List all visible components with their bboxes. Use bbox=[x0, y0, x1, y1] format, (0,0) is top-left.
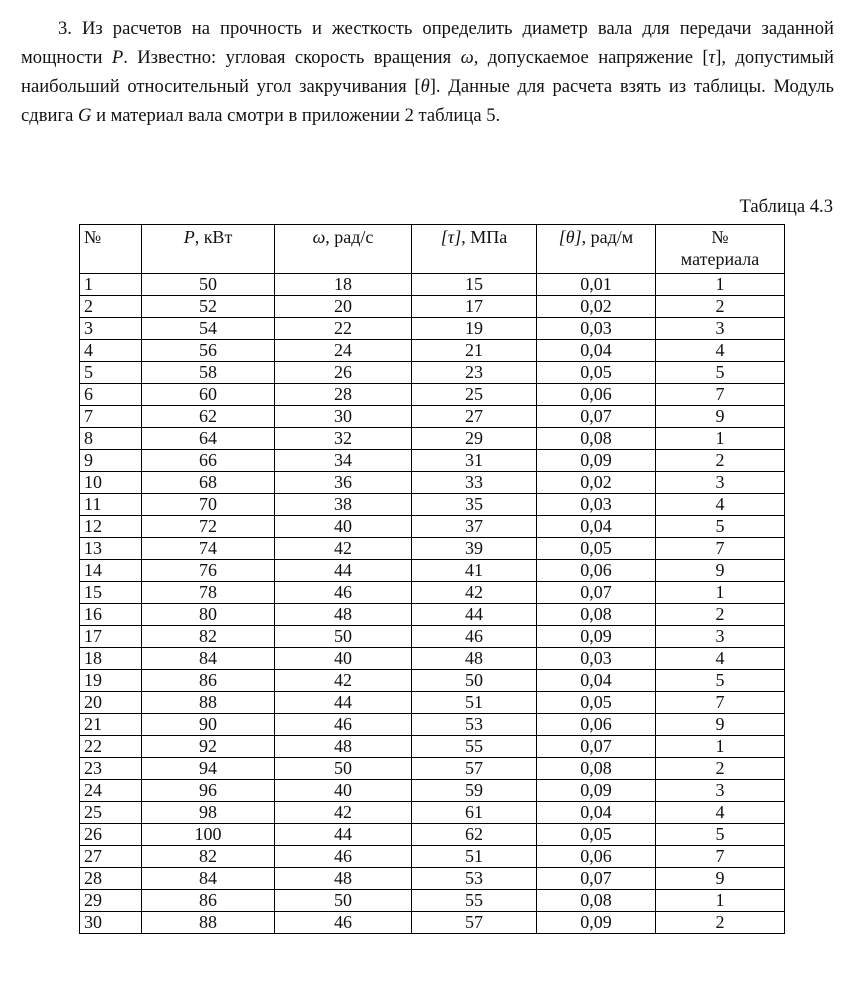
table-row bbox=[80, 604, 785, 626]
cell-omega: 48 bbox=[275, 604, 412, 626]
cell-power: 82 bbox=[142, 846, 275, 868]
cell-theta: 0,04 bbox=[537, 802, 656, 824]
cell-theta: 0,05 bbox=[537, 692, 656, 714]
table-row bbox=[80, 516, 785, 538]
cell-material: 7 bbox=[656, 538, 785, 560]
table-row bbox=[80, 846, 785, 868]
cell-number: 21 bbox=[80, 714, 142, 736]
cell-theta: 0,03 bbox=[537, 494, 656, 516]
cell-power: 100 bbox=[142, 824, 275, 846]
cell-theta: 0,06 bbox=[537, 560, 656, 582]
cell-number: 20 bbox=[80, 692, 142, 714]
cell-omega: 50 bbox=[275, 626, 412, 648]
cell-tau: 33 bbox=[412, 472, 537, 494]
cell-power: 74 bbox=[142, 538, 275, 560]
table-row bbox=[80, 780, 785, 802]
table-row bbox=[80, 582, 785, 604]
cell-number: 23 bbox=[80, 758, 142, 780]
cell-power: 90 bbox=[142, 714, 275, 736]
cell-omega: 34 bbox=[275, 450, 412, 472]
cell-number: 25 bbox=[80, 802, 142, 824]
cell-material: 9 bbox=[656, 714, 785, 736]
cell-omega: 30 bbox=[275, 406, 412, 428]
cell-theta: 0,05 bbox=[537, 538, 656, 560]
cell-material: 3 bbox=[656, 472, 785, 494]
cell-material: 9 bbox=[656, 560, 785, 582]
data-table bbox=[79, 224, 785, 934]
cell-tau: 57 bbox=[412, 912, 537, 934]
cell-power: 50 bbox=[142, 274, 275, 296]
table-row bbox=[80, 450, 785, 472]
cell-number: 11 bbox=[80, 494, 142, 516]
cell-omega: 44 bbox=[275, 824, 412, 846]
header-number: № bbox=[80, 225, 142, 274]
cell-omega: 50 bbox=[275, 890, 412, 912]
cell-tau: 31 bbox=[412, 450, 537, 472]
cell-material: 4 bbox=[656, 340, 785, 362]
table-row bbox=[80, 274, 785, 296]
table-row bbox=[80, 868, 785, 890]
cell-number: 12 bbox=[80, 516, 142, 538]
cell-power: 64 bbox=[142, 428, 275, 450]
problem-text: Из расчетов на прочность и жесткость определить диаметр вала для передачи заданной мощности P. Известно: угловая скорость вращения ω, допускаемое напряжение [τ], допустимый наибольший относительный угол закручивания [θ]. Данные для расчета взять из таблицы. Модуль сдвига G и материал вала смотри в приложении 2 таблица 5. bbox=[21, 18, 834, 126]
cell-omega: 44 bbox=[275, 692, 412, 714]
problem-statement bbox=[21, 14, 834, 130]
cell-number: 19 bbox=[80, 670, 142, 692]
cell-theta: 0,05 bbox=[537, 362, 656, 384]
cell-theta: 0,03 bbox=[537, 648, 656, 670]
table-row bbox=[80, 626, 785, 648]
header-theta: [θ], рад/м bbox=[537, 225, 656, 274]
cell-number: 28 bbox=[80, 868, 142, 890]
cell-theta: 0,08 bbox=[537, 428, 656, 450]
cell-tau: 53 bbox=[412, 868, 537, 890]
cell-tau: 41 bbox=[412, 560, 537, 582]
cell-omega: 40 bbox=[275, 648, 412, 670]
cell-power: 96 bbox=[142, 780, 275, 802]
cell-number: 27 bbox=[80, 846, 142, 868]
cell-theta: 0,01 bbox=[537, 274, 656, 296]
cell-number: 29 bbox=[80, 890, 142, 912]
cell-power: 66 bbox=[142, 450, 275, 472]
cell-tau: 29 bbox=[412, 428, 537, 450]
cell-tau: 59 bbox=[412, 780, 537, 802]
cell-number: 15 bbox=[80, 582, 142, 604]
cell-number: 14 bbox=[80, 560, 142, 582]
cell-theta: 0,08 bbox=[537, 890, 656, 912]
cell-material: 2 bbox=[656, 604, 785, 626]
cell-tau: 57 bbox=[412, 758, 537, 780]
cell-tau: 37 bbox=[412, 516, 537, 538]
table-row bbox=[80, 340, 785, 362]
cell-material: 3 bbox=[656, 780, 785, 802]
header-power: P, кВт bbox=[142, 225, 275, 274]
cell-omega: 50 bbox=[275, 758, 412, 780]
cell-power: 98 bbox=[142, 802, 275, 824]
cell-number: 17 bbox=[80, 626, 142, 648]
table-header-row bbox=[80, 225, 785, 274]
cell-theta: 0,07 bbox=[537, 582, 656, 604]
cell-power: 80 bbox=[142, 604, 275, 626]
cell-omega: 46 bbox=[275, 582, 412, 604]
cell-tau: 44 bbox=[412, 604, 537, 626]
cell-omega: 42 bbox=[275, 802, 412, 824]
cell-material: 1 bbox=[656, 736, 785, 758]
header-omega: ω, рад/с bbox=[275, 225, 412, 274]
cell-theta: 0,02 bbox=[537, 472, 656, 494]
cell-number: 4 bbox=[80, 340, 142, 362]
cell-tau: 19 bbox=[412, 318, 537, 340]
cell-omega: 40 bbox=[275, 516, 412, 538]
cell-theta: 0,08 bbox=[537, 604, 656, 626]
cell-material: 4 bbox=[656, 648, 785, 670]
cell-power: 72 bbox=[142, 516, 275, 538]
cell-theta: 0,02 bbox=[537, 296, 656, 318]
cell-power: 58 bbox=[142, 362, 275, 384]
cell-tau: 21 bbox=[412, 340, 537, 362]
table-row bbox=[80, 472, 785, 494]
cell-power: 52 bbox=[142, 296, 275, 318]
cell-power: 94 bbox=[142, 758, 275, 780]
cell-material: 5 bbox=[656, 670, 785, 692]
cell-power: 70 bbox=[142, 494, 275, 516]
cell-theta: 0,09 bbox=[537, 450, 656, 472]
cell-material: 7 bbox=[656, 846, 785, 868]
cell-tau: 62 bbox=[412, 824, 537, 846]
cell-power: 56 bbox=[142, 340, 275, 362]
cell-power: 84 bbox=[142, 648, 275, 670]
cell-power: 84 bbox=[142, 868, 275, 890]
cell-theta: 0,09 bbox=[537, 626, 656, 648]
table-row bbox=[80, 648, 785, 670]
table-row bbox=[80, 736, 785, 758]
cell-material: 2 bbox=[656, 450, 785, 472]
cell-tau: 51 bbox=[412, 692, 537, 714]
cell-power: 86 bbox=[142, 890, 275, 912]
cell-theta: 0,05 bbox=[537, 824, 656, 846]
cell-number: 30 bbox=[80, 912, 142, 934]
cell-material: 1 bbox=[656, 428, 785, 450]
cell-theta: 0,07 bbox=[537, 868, 656, 890]
cell-material: 7 bbox=[656, 692, 785, 714]
table-row bbox=[80, 890, 785, 912]
cell-power: 88 bbox=[142, 912, 275, 934]
cell-omega: 36 bbox=[275, 472, 412, 494]
cell-material: 7 bbox=[656, 384, 785, 406]
cell-theta: 0,06 bbox=[537, 714, 656, 736]
cell-theta: 0,09 bbox=[537, 912, 656, 934]
cell-power: 76 bbox=[142, 560, 275, 582]
cell-number: 9 bbox=[80, 450, 142, 472]
cell-tau: 55 bbox=[412, 736, 537, 758]
cell-number: 24 bbox=[80, 780, 142, 802]
cell-omega: 48 bbox=[275, 868, 412, 890]
table-body bbox=[80, 274, 785, 934]
cell-theta: 0,04 bbox=[537, 340, 656, 362]
cell-power: 88 bbox=[142, 692, 275, 714]
cell-tau: 15 bbox=[412, 274, 537, 296]
table-row bbox=[80, 494, 785, 516]
cell-theta: 0,04 bbox=[537, 516, 656, 538]
cell-number: 26 bbox=[80, 824, 142, 846]
cell-material: 2 bbox=[656, 758, 785, 780]
cell-power: 68 bbox=[142, 472, 275, 494]
cell-material: 1 bbox=[656, 274, 785, 296]
cell-tau: 53 bbox=[412, 714, 537, 736]
cell-omega: 42 bbox=[275, 670, 412, 692]
cell-number: 8 bbox=[80, 428, 142, 450]
table-row bbox=[80, 318, 785, 340]
cell-number: 10 bbox=[80, 472, 142, 494]
cell-material: 4 bbox=[656, 802, 785, 824]
cell-omega: 24 bbox=[275, 340, 412, 362]
cell-omega: 46 bbox=[275, 714, 412, 736]
cell-material: 5 bbox=[656, 516, 785, 538]
cell-material: 9 bbox=[656, 868, 785, 890]
table-row bbox=[80, 560, 785, 582]
cell-material: 5 bbox=[656, 362, 785, 384]
cell-number: 16 bbox=[80, 604, 142, 626]
cell-tau: 46 bbox=[412, 626, 537, 648]
cell-omega: 46 bbox=[275, 846, 412, 868]
cell-omega: 22 bbox=[275, 318, 412, 340]
cell-theta: 0,07 bbox=[537, 406, 656, 428]
cell-omega: 40 bbox=[275, 780, 412, 802]
cell-material: 1 bbox=[656, 582, 785, 604]
cell-material: 1 bbox=[656, 890, 785, 912]
cell-number: 7 bbox=[80, 406, 142, 428]
cell-tau: 61 bbox=[412, 802, 537, 824]
cell-tau: 27 bbox=[412, 406, 537, 428]
cell-omega: 38 bbox=[275, 494, 412, 516]
cell-theta: 0,06 bbox=[537, 846, 656, 868]
cell-theta: 0,07 bbox=[537, 736, 656, 758]
cell-material: 2 bbox=[656, 912, 785, 934]
table-row bbox=[80, 824, 785, 846]
cell-omega: 26 bbox=[275, 362, 412, 384]
cell-tau: 23 bbox=[412, 362, 537, 384]
cell-tau: 48 bbox=[412, 648, 537, 670]
cell-material: 3 bbox=[656, 318, 785, 340]
cell-power: 82 bbox=[142, 626, 275, 648]
cell-tau: 51 bbox=[412, 846, 537, 868]
cell-number: 13 bbox=[80, 538, 142, 560]
cell-tau: 55 bbox=[412, 890, 537, 912]
table-row bbox=[80, 538, 785, 560]
header-material: № материала bbox=[656, 225, 785, 274]
cell-material: 3 bbox=[656, 626, 785, 648]
problem-number: 3. bbox=[58, 18, 72, 39]
cell-material: 2 bbox=[656, 296, 785, 318]
cell-material: 5 bbox=[656, 824, 785, 846]
cell-power: 92 bbox=[142, 736, 275, 758]
cell-theta: 0,03 bbox=[537, 318, 656, 340]
table-row bbox=[80, 362, 785, 384]
cell-omega: 28 bbox=[275, 384, 412, 406]
cell-power: 54 bbox=[142, 318, 275, 340]
cell-tau: 17 bbox=[412, 296, 537, 318]
cell-tau: 39 bbox=[412, 538, 537, 560]
cell-number: 18 bbox=[80, 648, 142, 670]
table-row bbox=[80, 692, 785, 714]
cell-theta: 0,06 bbox=[537, 384, 656, 406]
cell-omega: 48 bbox=[275, 736, 412, 758]
header-tau: [τ], МПа bbox=[412, 225, 537, 274]
table-row bbox=[80, 758, 785, 780]
table-row bbox=[80, 670, 785, 692]
cell-tau: 25 bbox=[412, 384, 537, 406]
cell-number: 3 bbox=[80, 318, 142, 340]
cell-power: 78 bbox=[142, 582, 275, 604]
cell-number: 2 bbox=[80, 296, 142, 318]
cell-number: 22 bbox=[80, 736, 142, 758]
cell-theta: 0,04 bbox=[537, 670, 656, 692]
cell-power: 60 bbox=[142, 384, 275, 406]
cell-tau: 35 bbox=[412, 494, 537, 516]
cell-omega: 20 bbox=[275, 296, 412, 318]
cell-number: 1 bbox=[80, 274, 142, 296]
cell-omega: 32 bbox=[275, 428, 412, 450]
cell-theta: 0,08 bbox=[537, 758, 656, 780]
cell-tau: 50 bbox=[412, 670, 537, 692]
table-row bbox=[80, 428, 785, 450]
cell-tau: 42 bbox=[412, 582, 537, 604]
cell-number: 6 bbox=[80, 384, 142, 406]
table-row bbox=[80, 802, 785, 824]
cell-omega: 18 bbox=[275, 274, 412, 296]
table-row bbox=[80, 296, 785, 318]
cell-number: 5 bbox=[80, 362, 142, 384]
cell-power: 62 bbox=[142, 406, 275, 428]
cell-material: 9 bbox=[656, 406, 785, 428]
cell-omega: 42 bbox=[275, 538, 412, 560]
cell-material: 4 bbox=[656, 494, 785, 516]
cell-theta: 0,09 bbox=[537, 780, 656, 802]
cell-omega: 44 bbox=[275, 560, 412, 582]
cell-omega: 46 bbox=[275, 912, 412, 934]
table-row bbox=[80, 912, 785, 934]
table-row bbox=[80, 406, 785, 428]
table-row bbox=[80, 384, 785, 406]
table-caption: Таблица 4.3 bbox=[739, 196, 833, 217]
table-row bbox=[80, 714, 785, 736]
cell-power: 86 bbox=[142, 670, 275, 692]
